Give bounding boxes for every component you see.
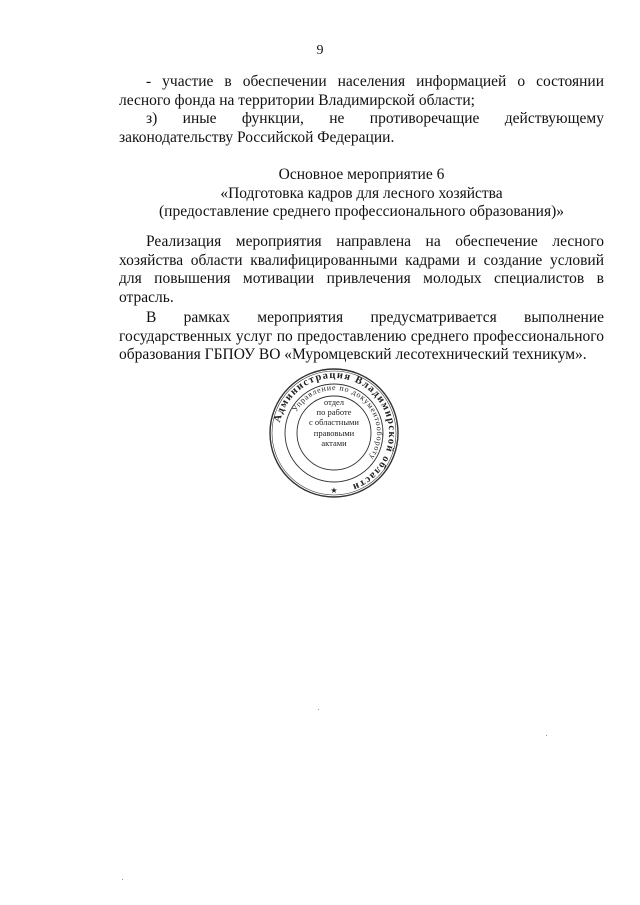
stamp-center-line: отдел	[323, 397, 345, 407]
paragraph-goal: Реализация мероприятия направлена на обеспечение лесного хозяйства области квалифицированными кадрами и создание условий для повышения мотивации привлечения молодых специалистов в отрасль.	[119, 233, 604, 306]
page-number: 9	[316, 43, 324, 58]
stamp-ring-text: Управление по документообороту	[290, 382, 385, 462]
paragraph-info-provision: - участие в обеспечении населения информацией о состоянии лесного фонда на территории Владимирской области;	[119, 73, 604, 109]
scan-speck	[546, 735, 547, 736]
heading-line-2: «Подготовка кадров для лесного хозяйства	[220, 184, 503, 202]
stamp-center-line: с областными	[309, 417, 359, 428]
stamp-center-line: по работе	[316, 407, 352, 418]
stamp-outer-text: Администрация Владимирской области	[272, 369, 398, 493]
stamp-center-text	[300, 397, 368, 448]
section-heading	[119, 166, 604, 222]
paragraph-services: В рамках мероприятия предусматривается выполнение государственных услуг по предоставлению среднего профессионального образования ГБПОУ ВО «Муромцевский лесотехнический техникум».	[119, 309, 604, 363]
stamp-center-line: актами	[321, 437, 347, 448]
text-block-bottom	[119, 233, 604, 365]
stamp-center-line: правовыми	[313, 427, 355, 438]
star-icon: ★	[330, 486, 338, 495]
heading-line-1: Основное мероприятие 6	[278, 166, 445, 183]
paragraph-other-functions: з) иные функции, не противоречащие действующему законодательству Российской Федерации.	[119, 110, 604, 146]
scan-speck	[122, 879, 123, 880]
scan-speck	[318, 709, 319, 710]
official-stamp	[268, 367, 400, 499]
text-block-top	[119, 73, 604, 147]
heading-line-3: (предоставление среднего профессионального образования)»	[159, 203, 564, 220]
